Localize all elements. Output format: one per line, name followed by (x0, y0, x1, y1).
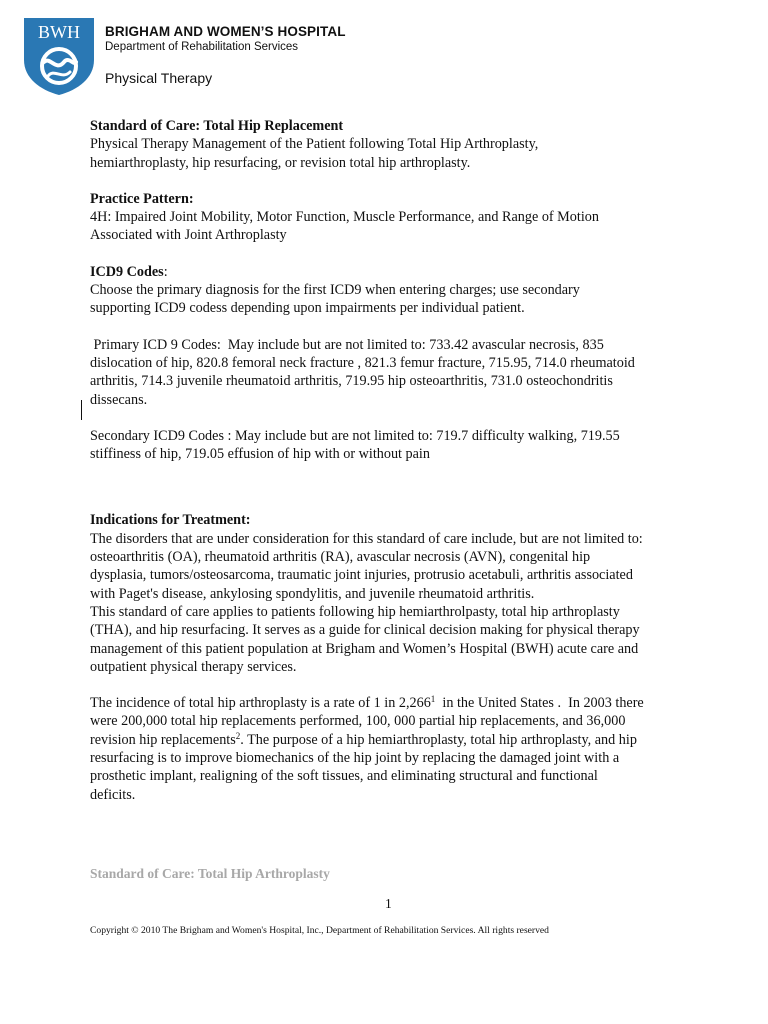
indications-heading: Indications for Treatment: (90, 512, 251, 529)
soc-line: Physical Therapy Management of the Patient following Total Hip Arthroplasty, (90, 136, 539, 153)
secondary-codes-line: Secondary ICD9 Codes : May include but are not limited to: 719.7 difficulty walking, 719.55 (90, 427, 620, 444)
incidence-line (90, 731, 690, 749)
standard-of-care-section (90, 117, 690, 172)
soc-line: hemiarthroplasty, hip resurfacing, or revision total hip arthroplasty. (90, 154, 471, 171)
indications-line: This standard of care applies to patients following hip hemiarthrolpasty, total hip arthroplasty (90, 603, 620, 620)
page-number: 1 (385, 896, 392, 911)
icd9-colon: : (163, 263, 168, 280)
incidence-text: in the United States . In 2003 there (435, 695, 644, 712)
incidence-line: prosthetic implant, realigning of the soft tissues, and eliminating structural and functional (90, 768, 598, 785)
icd9-line: supporting ICD9 codess depending upon impairments per individual patient. (90, 300, 525, 317)
primary-codes-line: dissecans. (90, 391, 148, 408)
bwh-logo (22, 16, 96, 96)
indications-line: with Paget's disease, ankylosing spondylitis, and juvenile rheumatoid arthritis. (90, 585, 535, 602)
practice-heading: Practice Pattern: (90, 190, 194, 207)
indications-line: outpatient physical therapy services. (90, 658, 297, 675)
document-body (90, 117, 690, 804)
indications-line: osteoarthritis (OA), rheumatoid arthritis (RA), avascular necrosis (AVN), congenital hip (90, 549, 591, 566)
incidence-line: resurfacing is to improve biomechanics of the hip joint by replacing the damaged joint with a (90, 750, 620, 767)
practice-line: 4H: Impaired Joint Mobility, Motor Function, Muscle Performance, and Range of Motion (90, 209, 599, 226)
primary-codes-line: dislocation of hip, 820.8 femoral neck fracture , 821.3 femur fracture, 715.95, 714.0 rheumatoid (90, 354, 635, 371)
icd9-heading: ICD9 Codes (90, 263, 164, 280)
indications-line: The disorders that are under consideration for this standard of care include, but are not limited to: (90, 530, 643, 547)
indications-section (90, 511, 690, 803)
logo-text: BWH (38, 22, 80, 42)
incidence-text: The incidence of total hip arthroplasty is a rate of 1 in 2,266 (90, 695, 431, 712)
secondary-codes-line: stiffiness of hip, 719.05 effusion of hip with or without pain (90, 446, 430, 463)
service-name: Physical Therapy (105, 70, 213, 86)
practice-line: Associated with Joint Arthroplasty (90, 227, 287, 244)
hospital-name: BRIGHAM AND WOMEN’S HOSPITAL (105, 24, 346, 39)
indications-line: (THA), and hip resurfacing. It serves as a guide for clinical decision making for physical therapy (90, 622, 640, 639)
incidence-text: revision hip replacements (90, 731, 236, 748)
icd9-line: Choose the primary diagnosis for the first ICD9 when entering charges; use secondary (90, 282, 580, 299)
department-name: Department of Rehabilitation Services (105, 41, 299, 53)
text-cursor (81, 400, 82, 420)
soc-heading: Standard of Care: Total Hip Replacement (90, 118, 344, 134)
incidence-text: . The purpose of a hip hemiarthroplasty, total hip arthroplasty, and hip (240, 731, 637, 748)
indications-line: dysplasia, tumors/osteosarcoma, traumatic joint injuries, protrusio acetabuli, arthritis associated (90, 567, 633, 584)
primary-codes-line: arthritis, 714.3 juvenile rheumatoid arthritis, 719.95 hip osteoarthritis, 731.0 osteochondritis (90, 373, 613, 390)
incidence-line: were 200,000 total hip replacements performed, 100, 000 partial hip replacements, and 36,000 (90, 713, 626, 730)
copyright-notice: Copyright © 2010 The Brigham and Women's Hospital, Inc., Department of Rehabilitation Services. All rights reserved (90, 925, 549, 936)
footer-title: Standard of Care: Total Hip Arthroplasty (90, 866, 330, 881)
practice-pattern-section (90, 190, 690, 245)
incidence-line: deficits. (90, 786, 136, 803)
incidence-line (90, 694, 690, 712)
icd9-heading-line (90, 263, 690, 281)
icd9-section (90, 263, 690, 464)
primary-codes-line: Primary ICD 9 Codes: May include but are not limited to: 733.42 avascular necrosis, 835 (90, 336, 604, 353)
footnote-ref-2: 2 (235, 730, 241, 741)
indications-line: management of this patient population at Brigham and Women’s Hospital (BWH) acute care and (90, 640, 639, 657)
footnote-ref-1: 1 (430, 694, 436, 705)
